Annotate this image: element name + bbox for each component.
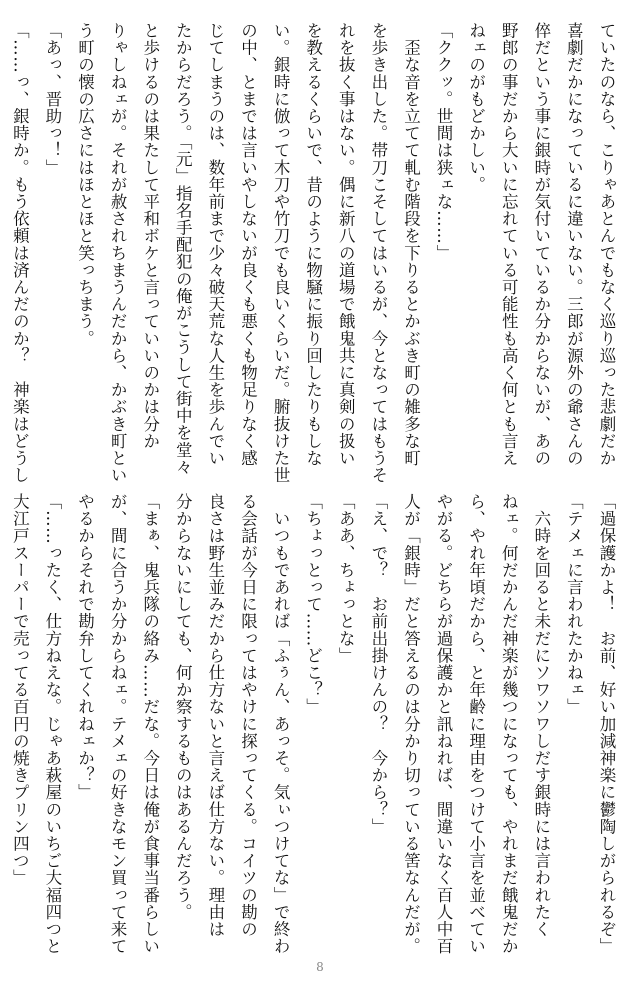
text-line: ねェのがもどかしい。 xyxy=(466,22,486,193)
text-line: じてしまうのは、数年前まで少々破天荒な人生を歩んでい xyxy=(205,22,225,467)
text-line: やがる。どちらが過保護かと訊ねれば、間違いなく百人中百 xyxy=(434,493,454,955)
page-number: 8 xyxy=(316,960,324,974)
text-line: 「ちょっとって……どこ？」 xyxy=(303,493,323,716)
text-line: やるからそれで勘弁してくれねェか？」 xyxy=(75,493,95,801)
text-line: れを抜く事はない。偶に新八の道場で餓鬼共に真剣の扱い xyxy=(336,22,356,467)
text-line: を歩き出した。帯刀こそしてはいるが、今となってはもうそ xyxy=(368,22,388,484)
text-line: 大江戸スーパーで売ってる百円の焼きプリン四つ」 xyxy=(10,493,30,887)
text-line: を教えるくらいで、昔のように物騒に振り回したりもしな xyxy=(303,22,323,467)
text-line: 良さは野生並みだから仕方ないと言えば仕方ない。理由は xyxy=(205,493,225,938)
text-line: ねェ。何だかんだ神楽が幾つになっても、やれまだ餓鬼だか xyxy=(499,493,519,955)
text-line: 「あっ、晋助っ！」 xyxy=(42,22,62,176)
text-line: 「まぁ、鬼兵隊の絡み……だな。今日は俺が食事当番らしい xyxy=(140,493,160,955)
text-line: と歩けるのは果たして平和ボケと言っていいのかは分か xyxy=(140,22,160,450)
text-line: 野郎の事だから大いに忘れている可能性も高く何とも言え xyxy=(499,22,519,467)
text-line: 「……っ、銀時か。もう依頼は済んだのか？ 神楽はどうし xyxy=(10,22,30,484)
text-line: 分からないにしても、何か察するものはあるんだろう。 xyxy=(173,493,193,921)
text-block-lower xyxy=(10,493,622,955)
text-line: 喜劇だかになっているに違いない。三郎が源外の爺さんの xyxy=(564,22,584,467)
text-line: う町の懐の広さにはほとほと笑っちまう。 xyxy=(75,22,95,347)
text-line: 倅だという事に銀時が気付いているか分からないが、あの xyxy=(531,22,551,467)
text-line: い。銀時に倣って木刀や竹刀でも良いくらいだ。腑抜けた世 xyxy=(271,22,291,484)
text-line: 六時を回ると未だにソワソワしだす銀時には言われたく xyxy=(531,493,551,938)
text-line: る会話が今日に限ってはやけに探ってくる。コイツの勘の xyxy=(238,493,258,938)
text-line: の中、とまでは言いやしないが良くも悪くも物足りなく感 xyxy=(238,22,258,467)
text-line: 「ああ、ちょっとな」 xyxy=(336,493,356,664)
text-line: 「ククッ。世間は狭ェな……」 xyxy=(434,22,454,262)
text-line: ていたのなら、こりゃあとんでもなく巡り巡った悲劇だか xyxy=(597,22,616,467)
text-line: 人が「銀時」だと答えるのは分かり切っている筈なんだが。 xyxy=(401,493,421,955)
text-line: いつもであれば「ふぅん、あっそ。気ぃつけてな」で終わ xyxy=(271,493,291,955)
text-line: 「過保護かよ！ お前、好い加減神楽に鬱陶しがられるぞ」 xyxy=(597,493,616,955)
text-line: 「え、で？ お前出掛けんの？ 今から？」 xyxy=(368,493,388,835)
text-line: 「テメェに言われたかねェ」 xyxy=(564,493,584,716)
text-block-upper xyxy=(10,22,622,484)
text-line: 「……ったく、仕方ねえな。じゃあ萩屋のいちご大福四つと xyxy=(42,493,62,955)
text-line: りゃしねェが。それが赦されちまうんだから、かぶき町とい xyxy=(108,22,128,484)
text-line: たからだろう。「元」指名手配犯の俺がこうして街中を堂々 xyxy=(173,22,193,476)
text-line: ら、やれ年頃だから、と年齢に理由をつけて小言を並べてい xyxy=(466,493,486,955)
text-line: 歪な音を立てて軋む階段を下りるとかぶき町の雑多な町 xyxy=(401,22,421,467)
text-line: が、間に合うか分からねェ。テメェの好きなモン買って来て xyxy=(108,493,128,955)
